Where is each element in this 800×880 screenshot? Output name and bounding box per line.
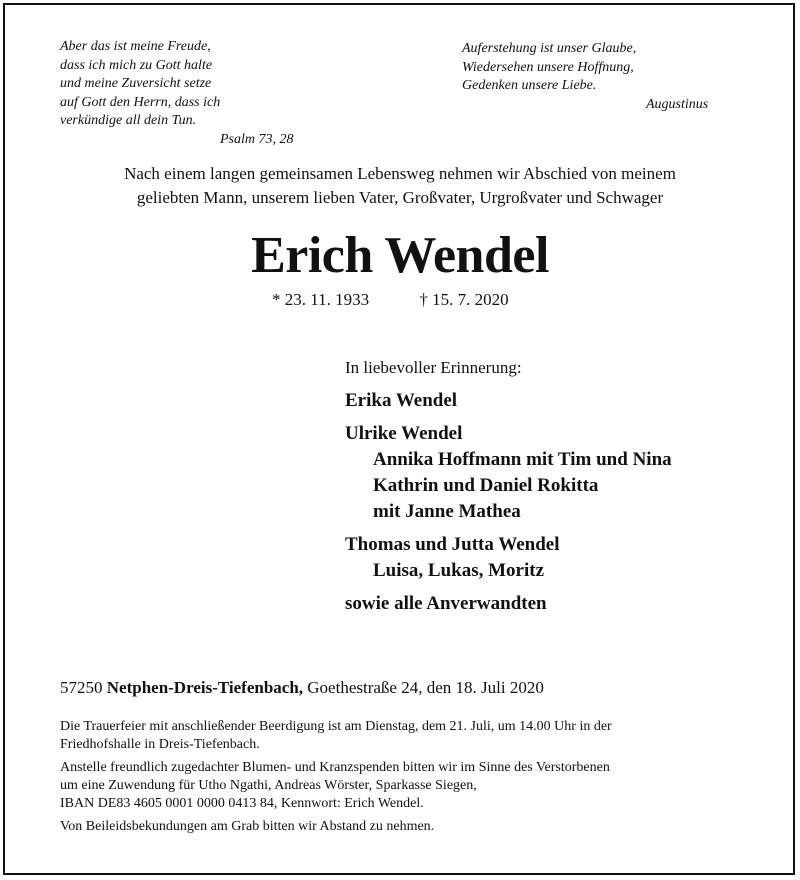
condolence-info bbox=[60, 818, 750, 836]
mourner-subname: Annika Hoffmann mit Tim und Nina bbox=[373, 449, 672, 470]
quote-source: Psalm 73, 28 bbox=[220, 131, 294, 147]
quote-line: Auferstehung ist unser Glaube, bbox=[462, 41, 637, 56]
deceased-name: Erich Wendel bbox=[251, 227, 549, 284]
mourners-list bbox=[345, 356, 672, 624]
mourner-group bbox=[345, 591, 672, 617]
quote-line: dass ich mich zu Gott halte bbox=[60, 57, 213, 73]
death-date: † 15. 7. 2020 bbox=[419, 290, 509, 309]
mourner-group bbox=[345, 532, 672, 584]
intro-line: Nach einem langen gemeinsamen Lebensweg nehmen wir Abschied von meinem bbox=[124, 164, 676, 183]
mourner-name: Thomas und Jutta Wendel bbox=[345, 534, 560, 555]
note-line: Die Trauerfeier mit anschließender Beerdigung ist am Dienstag, dem 21. Juli, um 14.00 Uhr in der bbox=[60, 719, 612, 734]
quote-line: Wiedersehen unsere Hoffnung, bbox=[462, 59, 634, 75]
life-dates bbox=[272, 288, 509, 312]
mourner-subname: Kathrin und Daniel Rokitta bbox=[373, 475, 599, 496]
note-line: Anstelle freundlich zugedachter Blumen- und Kranzspenden bitten wir im Sinne des Verstorbenen bbox=[60, 760, 610, 775]
quote-source: Augustinus bbox=[646, 96, 709, 112]
note-line: Von Beileidsbekundungen am Grab bitten wir Abstand zu nehmen. bbox=[60, 819, 435, 834]
mourner-name: Ulrike Wendel bbox=[345, 423, 463, 444]
quote-line: Aber das ist meine Freude, bbox=[60, 39, 211, 54]
mourner-group bbox=[345, 388, 672, 414]
quote-line: verkündige all dein Tun. bbox=[60, 113, 197, 128]
mourner-name: sowie alle Anverwandten bbox=[345, 593, 547, 614]
quote-line: Gedenken unsere Liebe. bbox=[462, 78, 597, 93]
quote-line: und meine Zuversicht setze bbox=[60, 76, 212, 91]
funeral-notes bbox=[60, 718, 750, 841]
mourner-subname: Luisa, Lukas, Moritz bbox=[373, 560, 545, 581]
memory-label: In liebevoller Erinnerung: bbox=[345, 358, 522, 377]
funeral-info bbox=[60, 718, 750, 754]
augustinus-quote bbox=[462, 40, 708, 114]
quote-line: auf Gott den Herrn, dass ich bbox=[60, 94, 221, 110]
mourner-name: Erika Wendel bbox=[345, 390, 458, 411]
intro-text bbox=[0, 162, 800, 210]
note-line: um eine Zuwendung für Utho Ngathi, Andreas Wörster, Sparkasse Siegen, bbox=[60, 778, 477, 793]
address-line bbox=[60, 676, 544, 700]
donation-info bbox=[60, 759, 750, 813]
intro-line: geliebten Mann, unserem lieben Vater, Großvater, Urgroßvater und Schwager bbox=[136, 188, 664, 207]
mourner-group bbox=[345, 421, 672, 525]
bible-quote bbox=[60, 38, 294, 149]
address-city: Netphen-Dreis-Tiefenbach, bbox=[106, 678, 304, 697]
address-street-date: Goethestraße 24, den 18. Juli 2020 bbox=[307, 678, 544, 697]
address-zip: 57250 bbox=[60, 678, 103, 697]
note-line: IBAN DE83 4605 0001 0000 0413 84, Kennwort: Erich Wendel. bbox=[60, 796, 424, 811]
note-line: Friedhofshalle in Dreis-Tiefenbach. bbox=[60, 737, 260, 752]
birth-date: * 23. 11. 1933 bbox=[272, 290, 370, 309]
mourner-subname: mit Janne Mathea bbox=[373, 501, 521, 522]
